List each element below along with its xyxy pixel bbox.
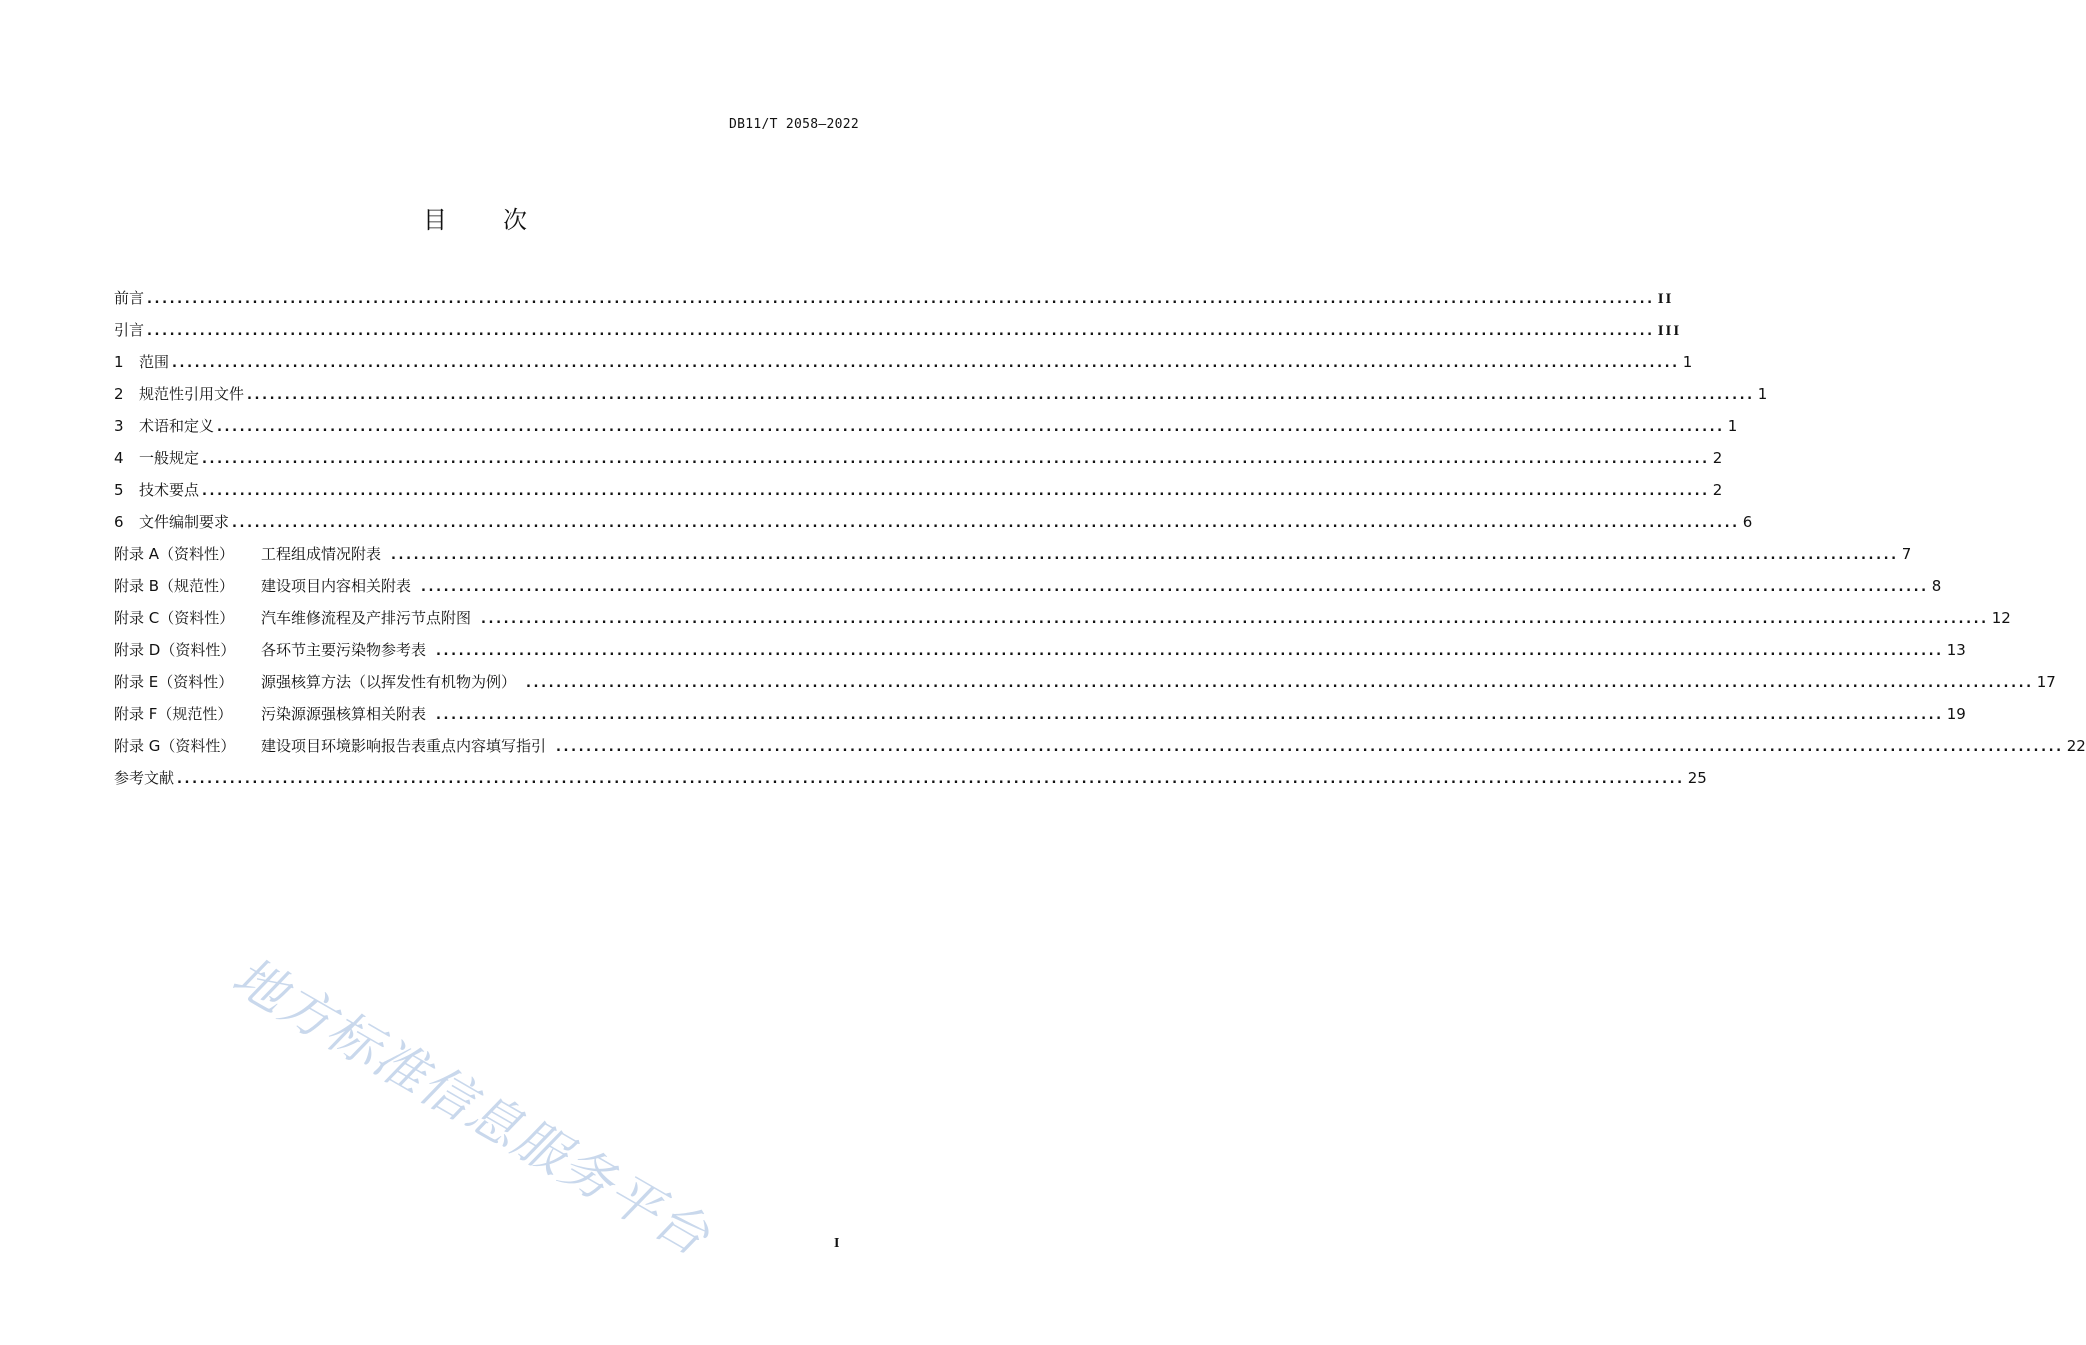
leader-dots: ........................................................................................................................................................................................................ [421,580,1929,595]
toc-page-number: 2 [1712,481,1723,499]
toc-label: 规范性引用文件 [139,385,245,403]
toc-page-number: 17 [2036,673,2056,691]
toc-section-number: 6 [114,513,124,531]
toc-entry[interactable] [114,384,1768,416]
appendix-id: 附录 B（规范性） [114,577,235,595]
leader-dots: ........................................................................................................................................................................................................ [202,452,1710,467]
toc-page-number: 7 [1901,545,1912,563]
toc-entry[interactable] [114,704,1966,736]
toc-page-number: 13 [1946,641,1966,659]
toc-page-number: 25 [1687,769,1707,787]
toc-section-number: 1 [114,353,124,371]
leader-dots: ........................................................................................................................................................................................................ [247,388,1755,403]
leader-dots: ........................................................................................................................................................................................................ [391,548,1899,563]
leader-dots: ........................................................................................................................................................................................................ [481,612,1989,627]
toc-entry[interactable] [114,576,1942,608]
toc-label: 建设项目内容相关附表 [261,577,412,595]
watermark: 地方标准信息服务平台 [222,946,720,1269]
leader-dots: ........................................................................................................................................................................................................ [436,644,1944,659]
toc-label: 引言 [114,321,145,339]
leader-dots: ........................................................................................................................................................................................................ [526,676,2034,691]
appendix-id: 附录 A（资料性） [114,545,235,563]
leader-dots: ........................................................................................................................................................................................................ [202,484,1710,499]
toc-label: 一般规定 [139,449,200,467]
toc-entry[interactable] [114,736,2086,768]
toc-label: 前言 [114,289,145,307]
toc-page-number: 6 [1742,513,1753,531]
toc-label: 文件编制要求 [139,513,230,531]
toc-page-number: 1 [1757,385,1768,403]
appendix-id: 附录 C（资料性） [114,609,235,627]
toc-entry[interactable] [114,416,1738,448]
leader-dots: ........................................................................................................................................................................................................ [556,740,2064,755]
appendix-id: 附录 G（资料性） [114,737,236,755]
appendix-id: 附录 D（资料性） [114,641,236,659]
leader-dots: ........................................................................................................................................................................................................ [147,292,1655,307]
toc-label: 建设项目环境影响报告表重点内容填写指引 [261,737,547,755]
document-id: DB11/T 2058—2022 [728,117,859,132]
toc-entry[interactable] [114,768,1707,800]
toc-entry[interactable] [114,320,1682,352]
toc-page-number: II [1657,291,1674,307]
leader-dots: ........................................................................................................................................................................................................ [172,356,1680,371]
page-number: I [834,1236,840,1251]
appendix-id: 附录 F（规范性） [114,705,233,723]
toc-label: 工程组成情况附表 [261,545,382,563]
leader-dots: ........................................................................................................................................................................................................ [436,708,1944,723]
toc-entry[interactable] [114,480,1723,512]
toc-label: 各环节主要污染物参考表 [261,641,427,659]
toc-label: 范围 [139,353,170,371]
toc-page-number: 8 [1931,577,1942,595]
toc-label: 污染源源强核算相关附表 [261,705,427,723]
toc-page-number: III [1657,323,1682,339]
appendix-id: 附录 E（资料性） [114,673,234,691]
toc-section-number: 5 [114,481,124,499]
toc-entry[interactable] [114,640,1966,672]
toc-entry[interactable] [114,352,1693,384]
title-part: 次 [503,206,527,234]
toc-label: 汽车维修流程及产排污节点附图 [261,609,472,627]
toc-entry[interactable] [114,448,1723,480]
toc-entry[interactable] [114,288,1674,320]
leader-dots: ........................................................................................................................................................................................................ [232,516,1740,531]
toc-entry[interactable] [114,512,1753,544]
page-title [0,200,950,235]
leader-dots: ........................................................................................................................................................................................................ [177,772,1685,787]
toc-page-number: 1 [1727,417,1738,435]
toc-page-number: 1 [1682,353,1693,371]
toc-label: 参考文献 [114,769,175,787]
toc-label: 术语和定义 [139,417,215,435]
toc-label: 技术要点 [139,481,200,499]
table-of-contents [114,288,2086,800]
toc-page-number: 19 [1946,705,1966,723]
leader-dots: ........................................................................................................................................................................................................ [147,324,1655,339]
toc-entry[interactable] [114,544,1912,576]
toc-page-number: 2 [1712,449,1723,467]
toc-entry[interactable] [114,608,2011,640]
toc-page-number: 12 [1991,609,2011,627]
toc-section-number: 3 [114,417,124,435]
toc-page-number: 22 [2066,737,2086,755]
toc-section-number: 2 [114,385,124,403]
toc-entry[interactable] [114,672,2056,704]
toc-section-number: 4 [114,449,124,467]
toc-label: 源强核算方法（以挥发性有机物为例） [261,673,517,691]
title-part: 目 [423,206,447,234]
leader-dots: ........................................................................................................................................................................................................ [217,420,1725,435]
